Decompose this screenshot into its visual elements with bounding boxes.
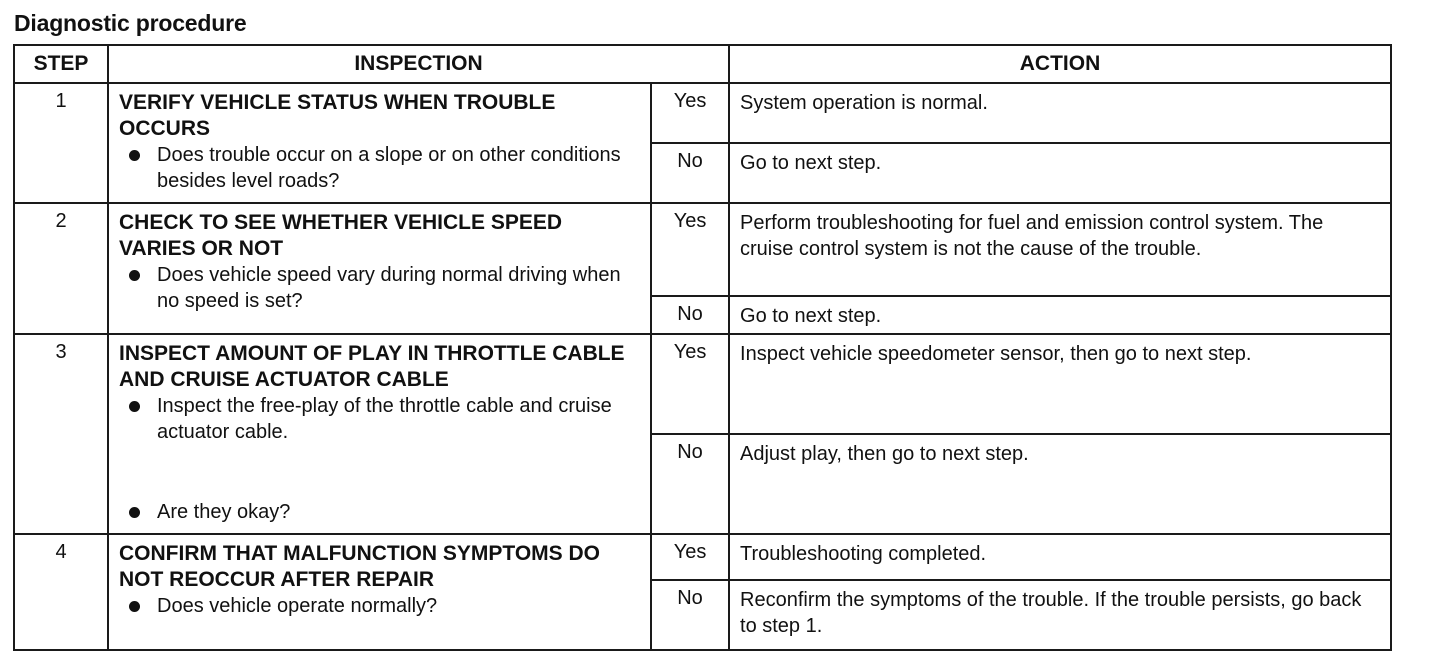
table-row [14, 534, 1391, 580]
header-step: STEP [14, 45, 108, 83]
no-label: No [651, 296, 729, 334]
table-row [14, 83, 1391, 143]
no-label: No [651, 580, 729, 650]
bullet-text: Inspect the free-play of the throttle cable and cruise actuator cable. [157, 395, 612, 443]
no-action: Go to next step. [729, 296, 1391, 334]
yes-action: Troubleshooting completed. [729, 534, 1391, 580]
inspection-cell [108, 203, 651, 334]
inspection-bullet [119, 499, 290, 525]
bullet-icon [129, 270, 140, 281]
no-action: Reconfirm the symptoms of the trouble. If the trouble persists, go back to step 1. [729, 580, 1391, 650]
inspection-cell [108, 534, 651, 650]
inspection-heading: VERIFY VEHICLE STATUS WHEN TROUBLE OCCURS [119, 91, 556, 140]
header-action: ACTION [729, 45, 1391, 83]
step-number: 2 [14, 203, 108, 334]
inspection-bullet [119, 142, 644, 194]
inspection-heading: CHECK TO SEE WHETHER VEHICLE SPEED VARIES OR NOT [119, 211, 563, 260]
bullet-text: Does vehicle speed vary during normal driving when no speed is set? [157, 264, 621, 312]
page-title: Diagnostic procedure [14, 10, 247, 36]
bullet-text: Are they okay? [157, 501, 291, 523]
bullet-text: Does vehicle operate normally? [157, 595, 438, 617]
inspection-heading: CONFIRM THAT MALFUNCTION SYMPTOMS DO NOT REOCCUR AFTER REPAIR [119, 542, 601, 591]
table-row [14, 334, 1391, 434]
diagnostic-table [13, 44, 1392, 651]
yes-label: Yes [651, 203, 729, 296]
step-number: 4 [14, 534, 108, 650]
yes-action: Perform troubleshooting for fuel and emission control system. The cruise control system is not the cause of the trouble. [729, 203, 1391, 296]
yes-action: System operation is normal. [729, 83, 1391, 143]
yes-label: Yes [651, 534, 729, 580]
header-inspection: INSPECTION [108, 45, 729, 83]
no-action: Go to next step. [729, 143, 1391, 203]
header-row [14, 45, 1391, 83]
step-number: 3 [14, 334, 108, 534]
inspection-cell [108, 83, 651, 203]
bullet-text: Does trouble occur on a slope or on other conditions besides level roads? [157, 144, 621, 192]
step-number: 1 [14, 83, 108, 203]
inspection-bullet [119, 593, 644, 619]
no-label: No [651, 143, 729, 203]
inspection-heading: INSPECT AMOUNT OF PLAY IN THROTTLE CABLE AND CRUISE ACTUATOR CABLE [119, 342, 625, 391]
inspection-cell [108, 334, 651, 534]
table-row [14, 203, 1391, 296]
no-label: No [651, 434, 729, 534]
yes-label: Yes [651, 83, 729, 143]
no-action: Adjust play, then go to next step. [729, 434, 1391, 534]
inspection-bullet [119, 393, 644, 445]
yes-action: Inspect vehicle speedometer sensor, then go to next step. [729, 334, 1391, 434]
bullet-icon [129, 401, 140, 412]
inspection-bullet [119, 262, 644, 314]
bullet-icon [129, 150, 140, 161]
bullet-icon [129, 507, 140, 518]
bullet-icon [129, 601, 140, 612]
yes-label: Yes [651, 334, 729, 434]
